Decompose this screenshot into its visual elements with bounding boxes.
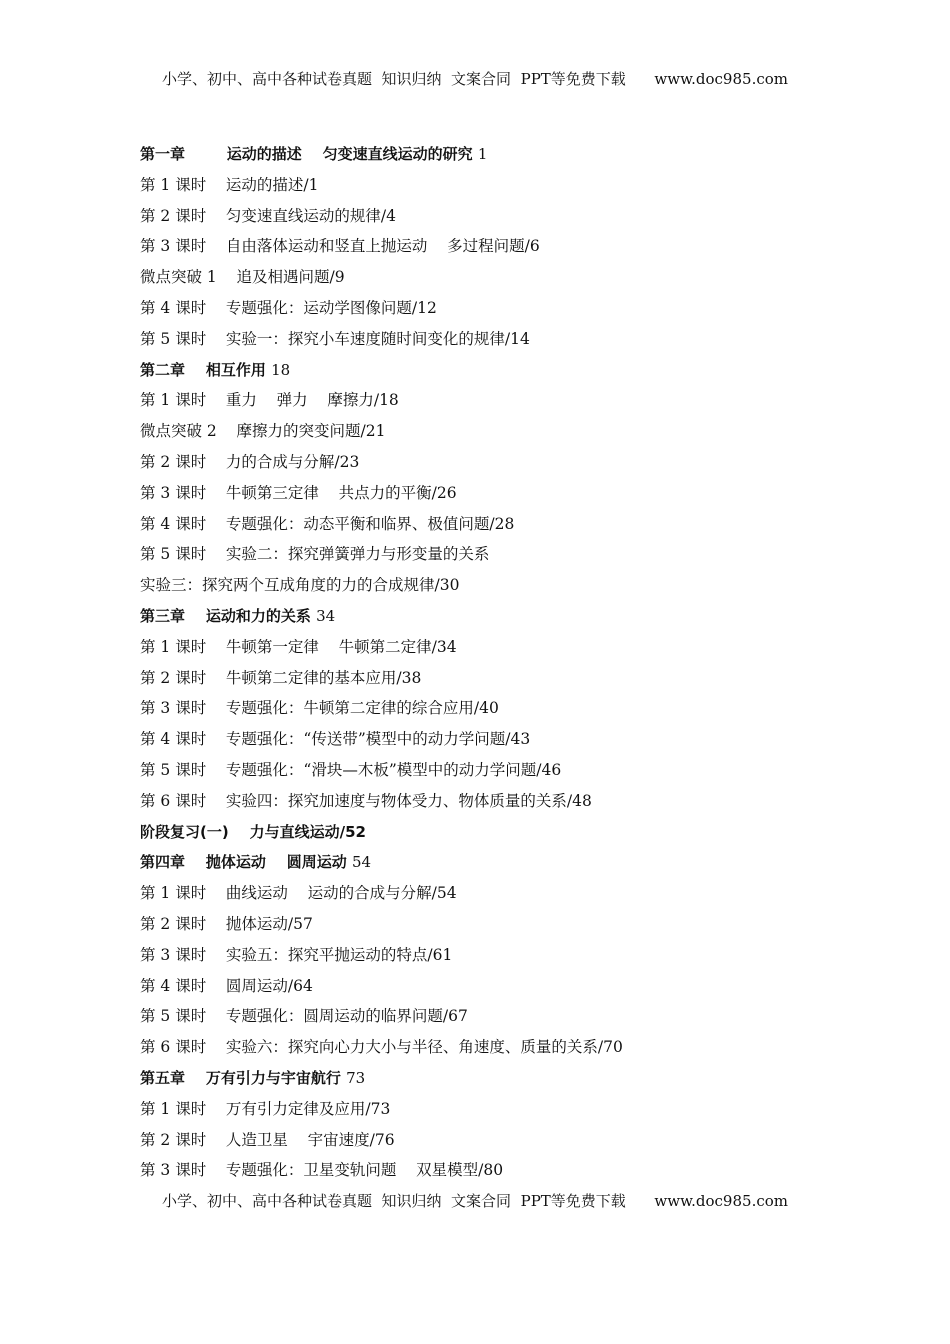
toc-entry: [140, 203, 840, 234]
toc-entry: [140, 1157, 840, 1188]
entry-title: 第 5 课时 专题强化：圆周运动的临界问题/67: [140, 1007, 468, 1026]
toc-entry: [140, 511, 840, 542]
chapter-title: 阶段复习(一) 力与直线运动/52: [140, 822, 366, 841]
toc-entry: [140, 172, 840, 203]
toc-entry: [140, 418, 840, 449]
toc-entry: [140, 480, 840, 511]
chapter-title: 第一章 运动的描述 匀变速直线运动的研究: [140, 145, 473, 163]
chapter-page-number: 18: [271, 360, 291, 379]
toc-entry: [140, 541, 840, 572]
toc-entry: [140, 942, 840, 973]
chapter-page-number: 1: [477, 145, 488, 163]
toc-entry: [140, 295, 840, 326]
entry-title: 第 1 课时 万有引力定律及应用/73: [140, 1099, 391, 1118]
entry-title: 第 4 课时 圆周运动/64: [140, 976, 313, 995]
toc-entry: [140, 788, 840, 819]
toc-entry: [140, 911, 840, 942]
toc-entry: [140, 1003, 840, 1034]
entry-title: 第 4 课时 专题强化：动态平衡和临界、极值问题/28: [140, 514, 515, 533]
toc-chapter-heading: [140, 603, 840, 634]
chapter-page-number: 34: [316, 606, 336, 625]
entry-title: 第 2 课时 牛顿第二定律的基本应用/38: [140, 668, 422, 687]
entry-title: 实验三：探究两个互成角度的力的合成规律/30: [140, 576, 460, 595]
toc-entry: [140, 1096, 840, 1127]
entry-title: 第 3 课时 牛顿第三定律 共点力的平衡/26: [140, 483, 457, 502]
page-header: 小学、初中、高中各种试卷真题 知识归纳 文案合同 PPT等免费下载 www.doc985.com: [161, 70, 788, 88]
entry-title: 第 5 课时 实验二：探究弹簧弹力与形变量的关系: [140, 545, 490, 564]
entry-title: 第 3 课时 专题强化：牛顿第二定律的综合应用/40: [140, 699, 499, 718]
entry-title: 微点突破 2 摩擦力的突变问题/21: [140, 422, 386, 441]
toc-chapter-heading: [140, 141, 840, 172]
toc-entry: [140, 634, 840, 665]
toc-chapter-heading: [140, 1065, 840, 1096]
toc-entry: [140, 387, 840, 418]
toc-entry: [140, 1034, 840, 1065]
entry-title: 第 6 课时 实验六：探究向心力大小与半径、角速度、质量的关系/70: [140, 1038, 623, 1057]
entry-title: 第 6 课时 实验四：探究加速度与物体受力、物体质量的关系/48: [140, 791, 592, 810]
entry-title: 第 2 课时 人造卫星 宇宙速度/76: [140, 1130, 395, 1149]
entry-title: 第 1 课时 运动的描述/1: [140, 175, 319, 194]
entry-title: 第 5 课时 实验一：探究小车速度随时间变化的规律/14: [140, 329, 530, 348]
toc-entry: [140, 695, 840, 726]
toc-entry: [140, 726, 840, 757]
toc-entry: [140, 880, 840, 911]
toc-entry: [140, 449, 840, 480]
entry-title: 第 3 课时 专题强化：卫星变轨问题 双星模型/80: [140, 1161, 504, 1180]
entry-title: 第 2 课时 匀变速直线运动的规律/4: [140, 206, 397, 225]
toc-entry: [140, 572, 840, 603]
toc-entry: [140, 264, 840, 295]
toc-chapter-heading: [140, 357, 840, 388]
toc-chapter-heading: [140, 849, 840, 880]
table-of-contents: [140, 141, 840, 1188]
entry-title: 微点突破 1 追及相遇问题/9: [140, 268, 345, 287]
page-footer: 小学、初中、高中各种试卷真题 知识归纳 文案合同 PPT等免费下载 www.doc985.com: [161, 1192, 788, 1210]
toc-entry: [140, 973, 840, 1004]
chapter-title: 第五章 万有引力与宇宙航行: [140, 1068, 341, 1087]
chapter-title: 第四章 抛体运动 圆周运动: [140, 853, 347, 872]
toc-entry: [140, 233, 840, 264]
toc-chapter-heading: [140, 819, 840, 850]
toc-entry: [140, 757, 840, 788]
chapter-page-number: 73: [346, 1068, 366, 1087]
entry-title: 第 3 课时 自由落体运动和竖直上抛运动 多过程问题/6: [140, 237, 540, 256]
entry-title: 第 2 课时 力的合成与分解/23: [140, 452, 360, 471]
toc-entry: [140, 665, 840, 696]
toc-entry: [140, 1127, 840, 1158]
entry-title: 第 4 课时 专题强化：运动学图像问题/12: [140, 298, 437, 317]
entry-title: 第 3 课时 实验五：探究平抛运动的特点/61: [140, 945, 453, 964]
entry-title: 第 1 课时 重力 弹力 摩擦力/18: [140, 391, 399, 410]
chapter-title: 第二章 相互作用: [140, 360, 266, 379]
entry-title: 第 4 课时 专题强化：“传送带”模型中的动力学问题/43: [140, 730, 531, 749]
chapter-page-number: 54: [352, 853, 372, 872]
entry-title: 第 5 课时 专题强化：“滑块—木板”模型中的动力学问题/46: [140, 760, 562, 779]
toc-entry: [140, 326, 840, 357]
entry-title: 第 2 课时 抛体运动/57: [140, 914, 313, 933]
entry-title: 第 1 课时 牛顿第一定律 牛顿第二定律/34: [140, 637, 457, 656]
chapter-title: 第三章 运动和力的关系: [140, 606, 311, 625]
entry-title: 第 1 课时 曲线运动 运动的合成与分解/54: [140, 884, 457, 903]
